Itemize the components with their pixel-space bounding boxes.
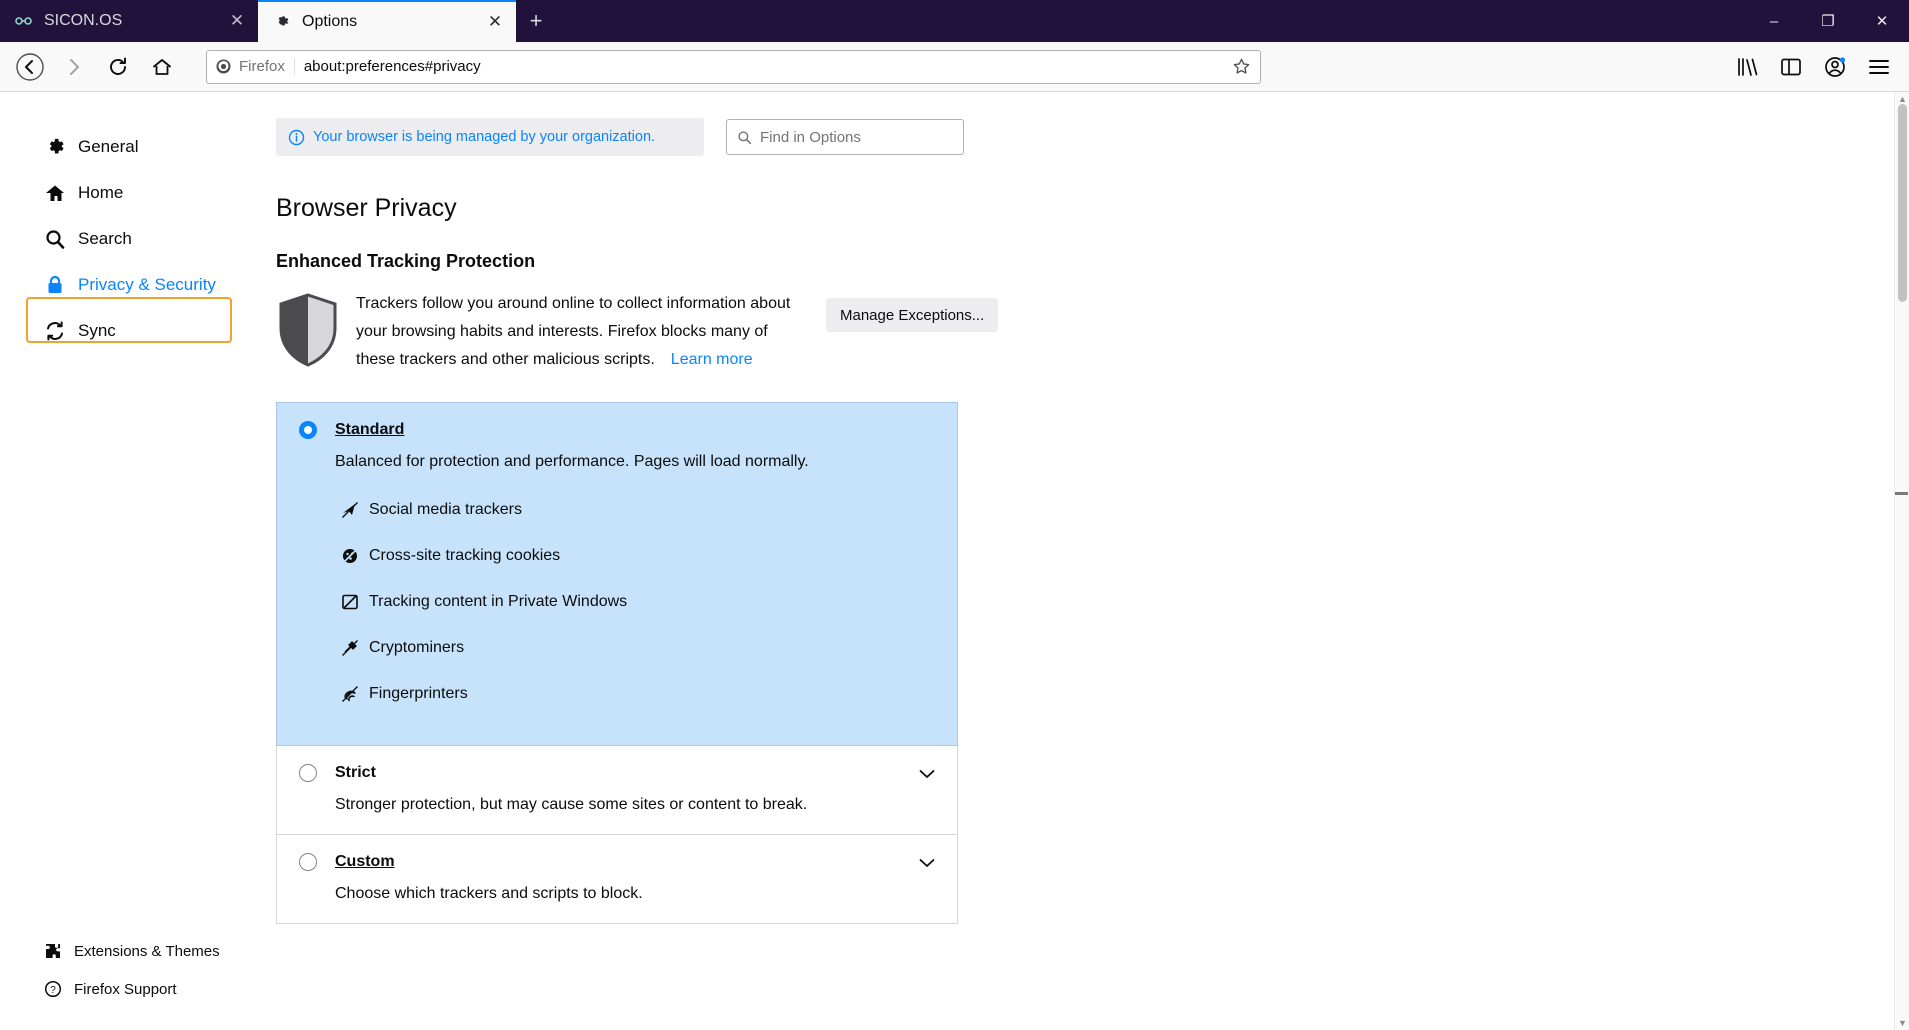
tracking-content-icon bbox=[341, 593, 369, 611]
chevron-down-icon[interactable] bbox=[919, 855, 935, 873]
etp-option-strict[interactable] bbox=[276, 746, 958, 835]
sidebar-item-firefox-support[interactable] bbox=[0, 970, 276, 1008]
maximize-button[interactable]: ❐ bbox=[1821, 13, 1835, 30]
tracker-list bbox=[341, 487, 935, 717]
sidebar-bottom bbox=[0, 932, 276, 1008]
fingerprinter-icon bbox=[341, 685, 369, 703]
etp-option-custom[interactable] bbox=[276, 835, 958, 924]
sidebar-item-label: Extensions & Themes bbox=[74, 942, 220, 960]
search-icon bbox=[737, 130, 752, 145]
navigation-toolbar bbox=[0, 42, 1909, 92]
library-icon[interactable] bbox=[1727, 47, 1767, 87]
sidebar-item-label: Search bbox=[78, 229, 132, 248]
close-window-button[interactable]: ✕ bbox=[1875, 13, 1889, 30]
title-bar bbox=[0, 0, 1909, 42]
scroll-up-icon[interactable]: ▲ bbox=[1898, 94, 1907, 104]
svg-text:?: ? bbox=[50, 985, 56, 996]
lock-icon bbox=[44, 274, 78, 296]
sidebar-item-search[interactable] bbox=[0, 216, 276, 262]
info-icon bbox=[288, 129, 305, 146]
preferences-page bbox=[0, 92, 1909, 1030]
cryptominer-icon bbox=[341, 639, 369, 657]
sidebar-item-label: General bbox=[78, 137, 139, 156]
question-icon bbox=[44, 980, 74, 998]
option-title: Strict bbox=[335, 764, 376, 781]
tab-label: Options bbox=[302, 13, 358, 30]
scroll-marker bbox=[1895, 492, 1908, 495]
learn-more-link[interactable]: Learn more bbox=[670, 351, 753, 368]
back-button[interactable] bbox=[10, 47, 50, 87]
close-icon[interactable]: ✕ bbox=[229, 11, 245, 30]
scrollbar-thumb[interactable] bbox=[1898, 104, 1907, 302]
tracker-item bbox=[341, 671, 935, 717]
window-controls bbox=[1747, 0, 1909, 42]
option-header[interactable] bbox=[299, 421, 935, 439]
social-tracker-icon bbox=[341, 501, 369, 519]
tracker-item bbox=[341, 533, 935, 579]
focus-ring bbox=[26, 297, 232, 343]
radio-standard[interactable] bbox=[299, 421, 317, 439]
new-tab-button[interactable]: + bbox=[529, 8, 543, 33]
firefox-icon bbox=[215, 58, 232, 75]
option-description: Stronger protection, but may cause some sites or content to break. bbox=[335, 796, 808, 813]
option-title: Custom bbox=[335, 853, 395, 870]
scroll-down-icon[interactable]: ▼ bbox=[1898, 1018, 1907, 1028]
tracker-item bbox=[341, 487, 935, 533]
search-input[interactable] bbox=[726, 119, 964, 155]
etp-option-standard[interactable] bbox=[276, 402, 958, 746]
managed-notice bbox=[276, 118, 704, 156]
option-header[interactable] bbox=[299, 853, 935, 871]
sidebar-icon[interactable] bbox=[1771, 47, 1811, 87]
sidebar-item-general[interactable] bbox=[0, 124, 276, 170]
sidebar-item-label: Sync bbox=[78, 321, 116, 340]
home-icon bbox=[44, 182, 78, 204]
etp-description-row bbox=[276, 290, 1909, 374]
managed-notice-text: Your browser is being managed by your organization. bbox=[313, 129, 656, 145]
gear-icon bbox=[272, 12, 292, 32]
option-description: Choose which trackers and scripts to block. bbox=[335, 885, 643, 902]
preferences-main bbox=[276, 92, 1909, 1030]
option-description: Balanced for protection and performance. Pages will load normally. bbox=[335, 453, 809, 470]
sidebar-item-home[interactable] bbox=[0, 170, 276, 216]
shield-icon bbox=[276, 290, 340, 373]
tracker-label: Cryptominers bbox=[369, 639, 465, 656]
option-header[interactable] bbox=[299, 764, 935, 782]
reload-button[interactable] bbox=[98, 47, 138, 87]
sidebar-item-label: Firefox Support bbox=[74, 980, 177, 998]
tracker-item bbox=[341, 579, 935, 625]
top-row bbox=[276, 118, 1909, 156]
tracker-item bbox=[341, 625, 935, 671]
etp-description bbox=[356, 290, 806, 374]
forward-button[interactable] bbox=[54, 47, 94, 87]
page-title: Browser Privacy bbox=[276, 194, 457, 222]
manage-exceptions-button[interactable]: Manage Exceptions... bbox=[826, 298, 998, 332]
sidebar-item-label: Privacy & Security bbox=[78, 275, 216, 294]
search-icon bbox=[44, 228, 78, 250]
radio-custom[interactable] bbox=[299, 853, 317, 871]
star-icon[interactable] bbox=[1230, 57, 1252, 76]
sidebar-item-extensions-themes[interactable] bbox=[0, 932, 276, 970]
tab-label: SICON.OS bbox=[44, 12, 123, 29]
hamburger-icon[interactable] bbox=[1859, 47, 1899, 87]
tracker-label: Tracking content in Private Windows bbox=[369, 593, 628, 610]
home-button[interactable] bbox=[142, 47, 182, 87]
gear-icon bbox=[44, 136, 78, 158]
etp-description-text: Trackers follow you around online to collect information about your browsing habits and interests. Firefox blocks many of these trackers and other malicious scripts. bbox=[356, 295, 791, 368]
preferences-sidebar bbox=[0, 92, 276, 1030]
cookie-icon bbox=[341, 547, 369, 565]
identity-box[interactable] bbox=[215, 58, 295, 75]
tracker-label: Fingerprinters bbox=[369, 685, 468, 702]
tracker-label: Social media trackers bbox=[369, 501, 522, 518]
vertical-scrollbar[interactable] bbox=[1894, 92, 1909, 1030]
option-title: Standard bbox=[335, 421, 405, 438]
puzzle-icon bbox=[44, 942, 74, 960]
toolbar-right bbox=[1723, 47, 1899, 87]
minimize-button[interactable]: – bbox=[1769, 12, 1779, 30]
link-icon bbox=[14, 11, 34, 31]
etp-options-list bbox=[276, 402, 958, 924]
url-text[interactable]: about:preferences#privacy bbox=[303, 58, 481, 75]
close-icon[interactable]: ✕ bbox=[487, 12, 503, 31]
account-icon[interactable] bbox=[1815, 47, 1855, 87]
sidebar-item-label: Home bbox=[78, 183, 124, 202]
tracker-label: Cross-site tracking cookies bbox=[369, 547, 561, 564]
identity-label: Firefox bbox=[239, 58, 285, 75]
tab-sicon-os[interactable] bbox=[0, 0, 258, 42]
tab-options[interactable] bbox=[258, 0, 516, 42]
radio-strict[interactable] bbox=[299, 764, 317, 782]
chevron-down-icon[interactable] bbox=[919, 766, 935, 784]
search-placeholder: Find in Options bbox=[760, 128, 861, 146]
address-bar[interactable] bbox=[206, 50, 1261, 84]
section-title: Enhanced Tracking Protection bbox=[276, 251, 536, 271]
